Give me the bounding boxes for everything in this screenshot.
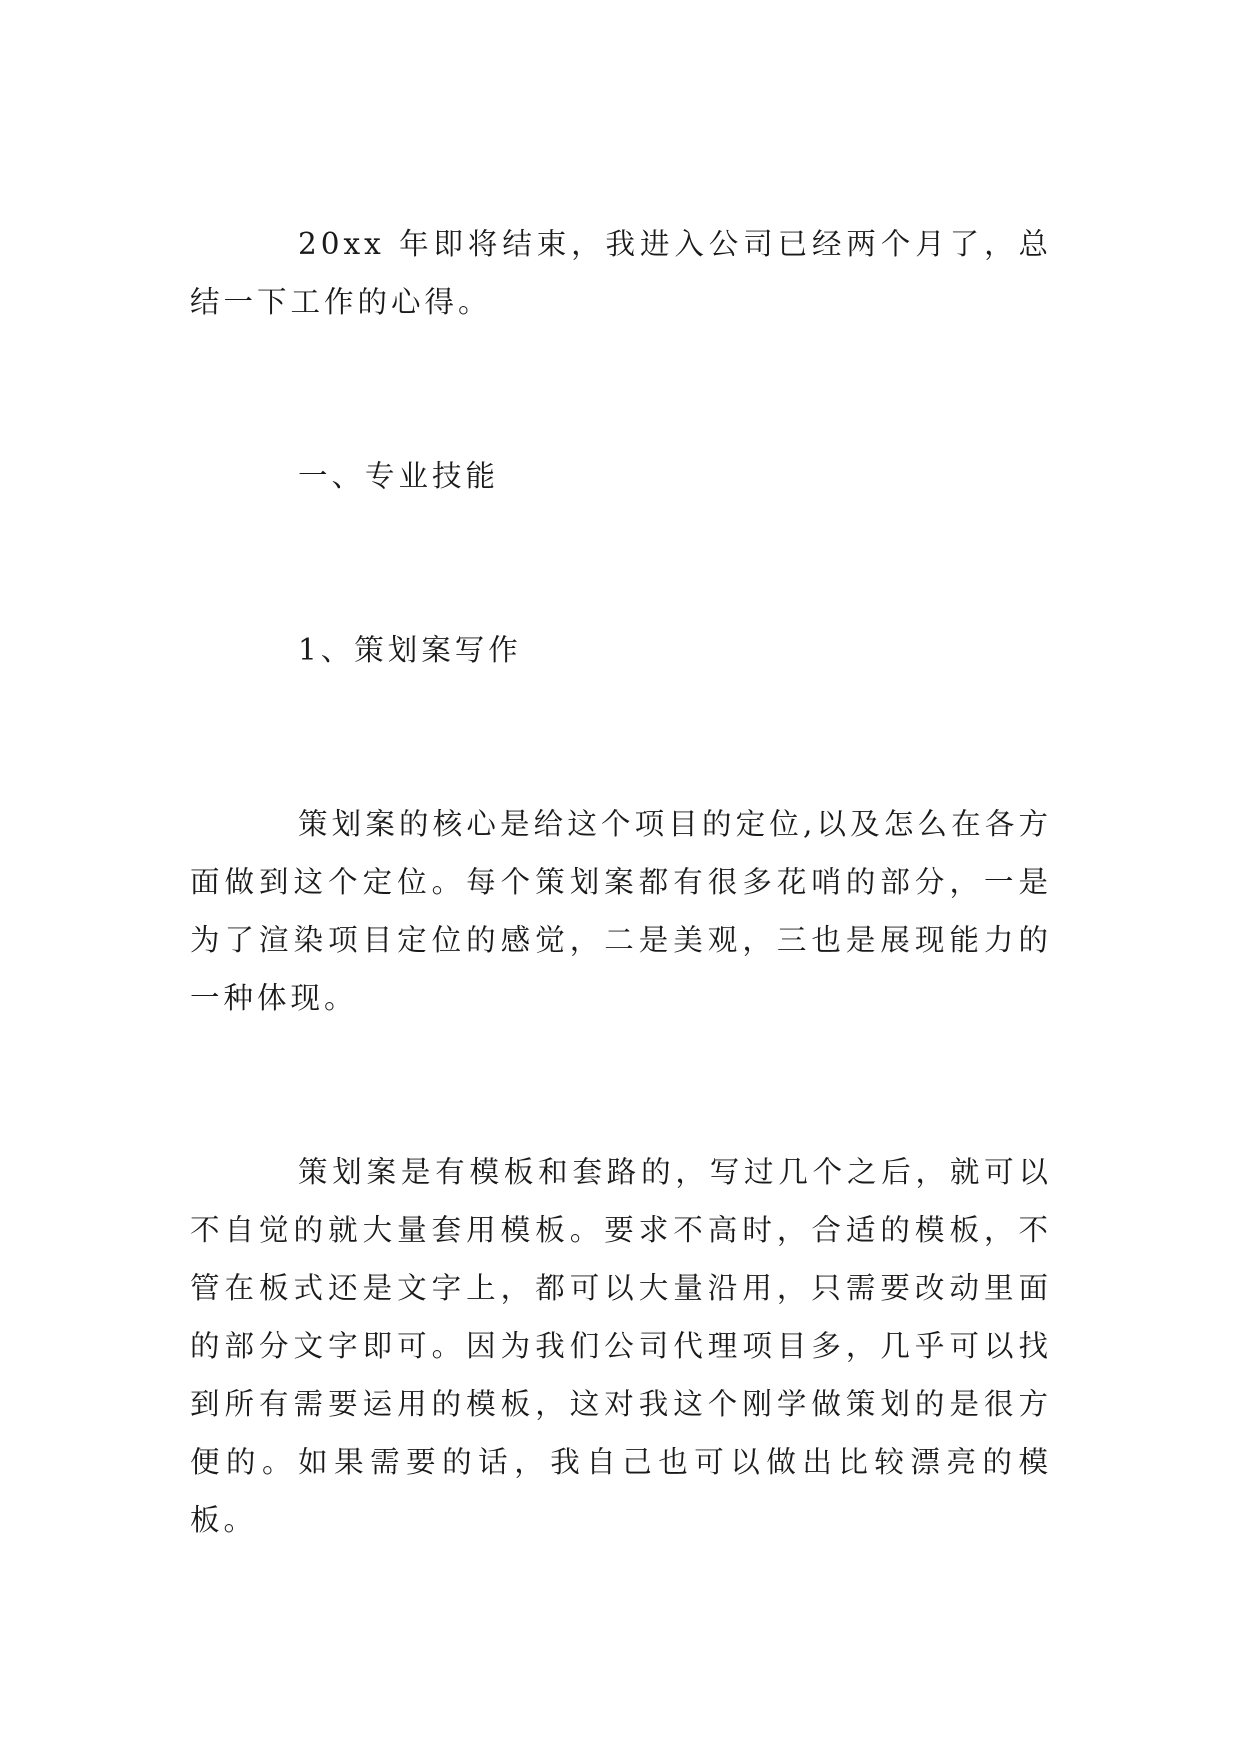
spacer: [190, 679, 1052, 795]
body-paragraph: 策划案是有模板和套路的，写过几个之后，就可以不自觉的就大量套用模板。要求不高时，合适的模板，不管在板式还是文字上，都可以大量沿用，只需要改动里面的部分文字即可。因为我们公司代理项目多，几乎可以找到所有需要运用的模板，这对我这个刚学做策划的是很方便的。如果需要的话，我自己也可以做出比较漂亮的模板。: [190, 1155, 1052, 1537]
spacer: [190, 1027, 1052, 1143]
body-paragraph: 策划案的核心是给这个项目的定位,以及怎么在各方面做到这个定位。每个策划案都有很多花哨的部分，一是为了渲染项目定位的感觉，二是美观，三也是展现能力的一种体现。: [190, 807, 1052, 1015]
section-heading: 一、专业技能: [298, 459, 500, 493]
subsection-heading: 1、策划案写作: [298, 633, 522, 667]
document-body: [190, 215, 1052, 1549]
spacer: [190, 505, 1052, 621]
intro-paragraph: 20xx 年即将结束，我进入公司已经两个月了，总结一下工作的心得。: [190, 227, 1052, 319]
spacer: [190, 331, 1052, 447]
